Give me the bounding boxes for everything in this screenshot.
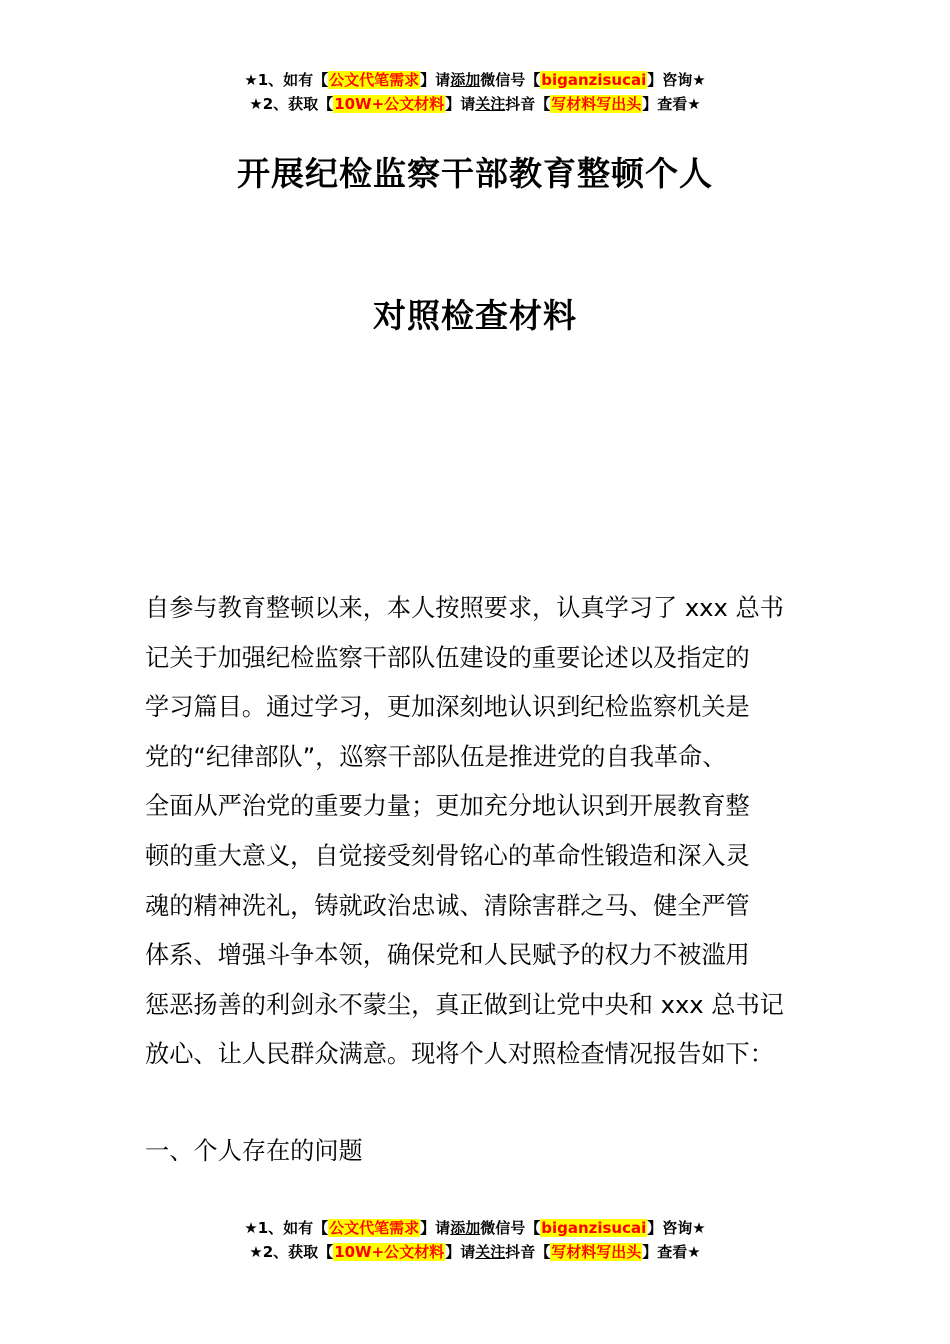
banner-text: 】查看★: [642, 95, 701, 113]
banner-text: ★1、如有【: [244, 71, 329, 89]
paragraph-line: 体系、增强斗争本领，确保党和人民赋予的权力不被滥用: [145, 941, 750, 970]
paragraph-line: 放心、让人民群众满意。现将个人对照检查情况报告如下：: [145, 1040, 774, 1069]
banner-highlight: 公文代笔需求: [329, 1219, 420, 1237]
banner-text: 微信号【: [480, 1219, 541, 1237]
banner-underlined-text: 关注: [475, 95, 506, 113]
banner-highlight-douyin: 写材料写出头: [551, 1243, 642, 1261]
banner-line-2: [0, 1240, 950, 1264]
bottom-banner: [0, 1216, 950, 1264]
banner-text: 】查看★: [642, 1243, 701, 1261]
banner-line-1: [0, 1216, 950, 1240]
banner-text: 】请: [445, 1243, 476, 1261]
banner-text: 】请: [445, 95, 476, 113]
document-title-line-1: 开展纪检监察干部教育整顿个人: [237, 154, 713, 193]
banner-line-1: [0, 68, 950, 92]
banner-underlined-text: 添加: [450, 71, 481, 89]
paragraph-line: 学习篇目。通过学习，更加深刻地认识到纪检监察机关是: [145, 693, 750, 722]
banner-highlight-douyin: 写材料写出头: [551, 95, 642, 113]
paragraph-line: 魂的精神洗礼，铸就政治忠诚、清除害群之马、健全严管: [145, 891, 750, 920]
banner-text: 】请: [420, 1219, 451, 1237]
banner-highlight: 10W+公文材料: [334, 95, 445, 113]
banner-underlined-text: 关注: [475, 1243, 506, 1261]
paragraph-line: 自参与教育整顿以来，本人按照要求，认真学习了 xxx 总书: [145, 594, 784, 622]
section-heading: 一、个人存在的问题: [145, 1137, 363, 1165]
banner-highlight-wechat: biganzisucai: [541, 1219, 647, 1237]
banner-text: 微信号【: [480, 71, 541, 89]
banner-highlight: 公文代笔需求: [329, 71, 420, 89]
banner-highlight-wechat: biganzisucai: [541, 71, 647, 89]
banner-text: 抖音【: [505, 95, 551, 113]
banner-highlight: 10W+公文材料: [334, 1243, 445, 1261]
banner-text: 抖音【: [505, 1243, 551, 1261]
paragraph-line: 党的“纪律部队”，巡察干部队伍是推进党的自我革命、: [145, 742, 727, 771]
paragraph-line: 顿的重大意义，自觉接受刻骨铭心的革命性锻造和深入灵: [145, 841, 750, 870]
banner-text: 】请: [420, 71, 451, 89]
top-banner: [0, 68, 950, 116]
banner-text: ★2、获取【: [249, 1243, 334, 1261]
banner-text: 】咨询★: [647, 71, 706, 89]
body-paragraph: [145, 584, 810, 1080]
banner-text: ★1、如有【: [244, 1219, 329, 1237]
banner-line-2: [0, 92, 950, 116]
paragraph-line: 全面从严治党的重要力量；更加充分地认识到开展教育整: [145, 792, 750, 821]
banner-text: ★2、获取【: [249, 95, 334, 113]
document-title-line-2: 对照检查材料: [373, 296, 577, 335]
banner-text: 】咨询★: [647, 1219, 706, 1237]
paragraph-line: 记关于加强纪检监察干部队伍建设的重要论述以及指定的: [145, 643, 750, 672]
banner-underlined-text: 添加: [450, 1219, 481, 1237]
paragraph-line: 惩恶扬善的利剑永不蒙尘，真正做到让党中央和 xxx 总书记: [145, 990, 784, 1019]
